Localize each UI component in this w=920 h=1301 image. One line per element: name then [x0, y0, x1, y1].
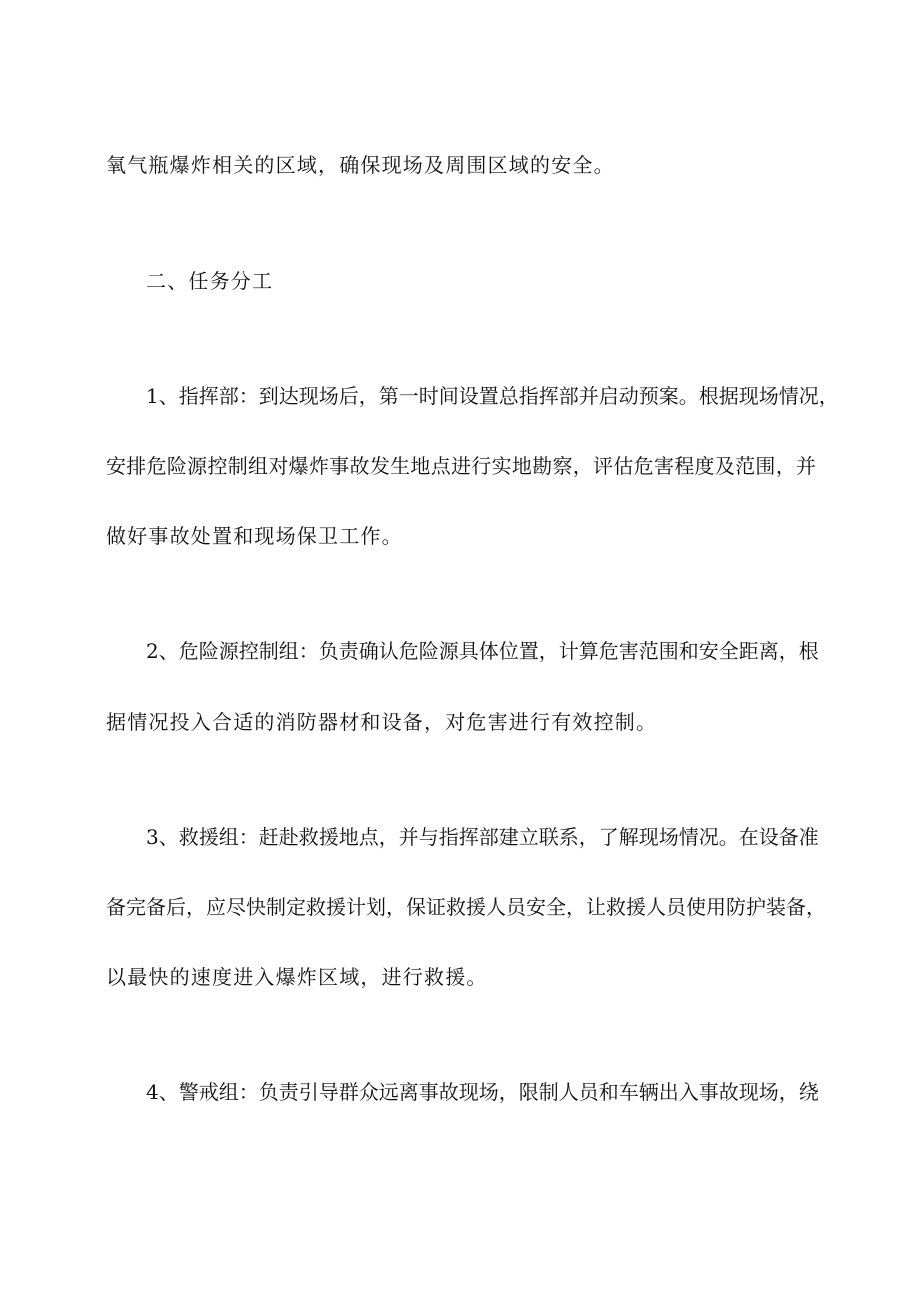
paragraph-line: 据情况投入合适的消防器材和设备，对危害进行有效控制。 [106, 710, 658, 734]
paragraph-line: 备完备后，应尽快制定救援计划，保证救援人员安全，让救援人员使用防护装备， [106, 895, 826, 919]
paragraph-line: 4、警戒组：负责引导群众远离事故现场，限制人员和车辆出入事故现场，绕 [146, 1080, 819, 1104]
paragraph-line: 1、指挥部：到达现场后，第一时间设置总指挥部并启动预案。根据现场情况， [146, 384, 839, 408]
text-line: 氧气瓶爆炸相关的区域，确保现场及周围区域的安全。 [106, 153, 615, 177]
paragraph-line: 安排危险源控制组对爆炸事故发生地点进行实地勘察，评估危害程度及范围，并 [106, 454, 816, 478]
section-heading: 二、任务分工 [146, 269, 274, 293]
paragraph-line: 2、危险源控制组：负责确认危险源具体位置，计算危害范围和安全距离，根 [146, 639, 819, 663]
paragraph-line: 3、救援组：赶赴救援地点，并与指挥部建立联系，了解现场情况。在设备准 [146, 825, 819, 849]
paragraph-line: 做好事故处置和现场保卫工作。 [106, 524, 403, 548]
paragraph-line: 以最快的速度进入爆炸区域，进行救援。 [106, 965, 488, 989]
